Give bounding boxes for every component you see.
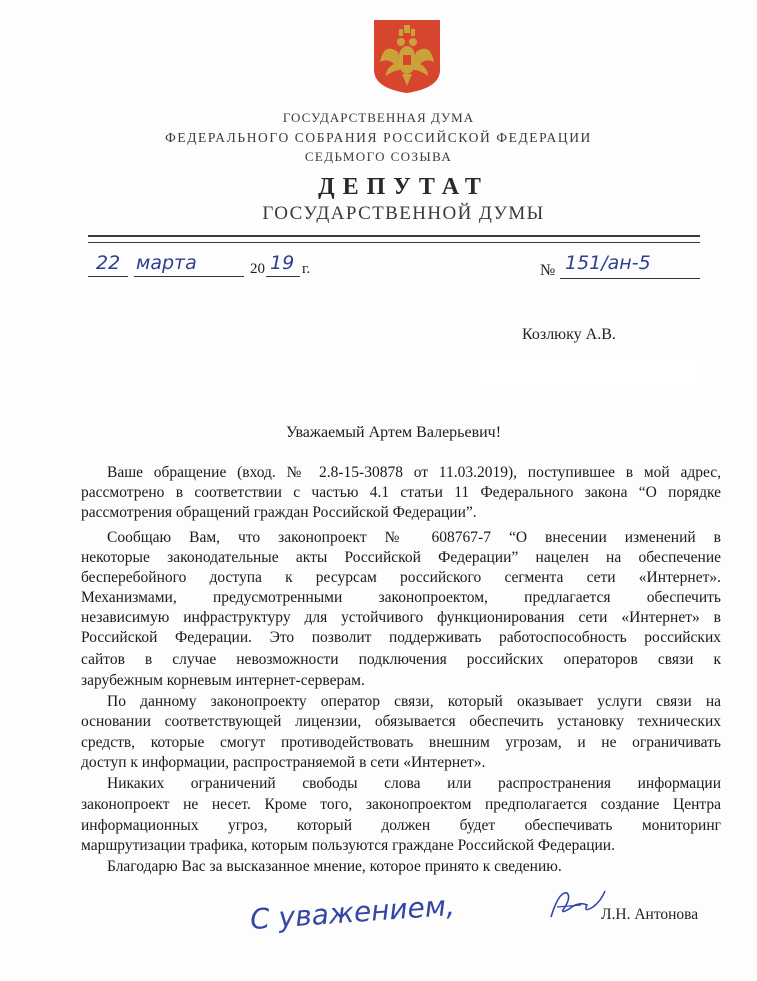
body-line: рассмотрения обращений граждан Российской Федерации”. <box>81 504 477 521</box>
body-line: Сообщаю Вам, что законопроект № 608767-7 “О внесении изменений в <box>107 529 721 546</box>
reference-underline <box>560 278 700 279</box>
date-year-underline <box>266 276 300 277</box>
body-line: зарубежным корневым интернет-серверам. <box>81 672 365 689</box>
coat-of-arms-icon <box>372 18 442 94</box>
body-line: доступ к информации, распространяемой в сети «Интернет». <box>81 754 486 771</box>
signatory-name: Л.Н. Антонова <box>601 906 699 923</box>
body-line: сайтов в случае невозможности подключения российских операторов связи к <box>81 651 721 668</box>
date-suffix: г. <box>302 261 311 277</box>
body-line: маршрутизации трафика, которым пользуются граждане Российской Федерации. <box>81 837 615 854</box>
signature-mark <box>545 885 607 925</box>
letterhead-line-2: ФЕДЕРАЛЬНОГО СОБРАНИЯ РОССИЙСКОЙ ФЕДЕРАЦИИ <box>165 130 592 145</box>
body-line: Никаких ограничений свободы слова или распространения информации <box>107 775 721 792</box>
body-line: законопроект не несет. Кроме того, законопроектом предполагается создание Центра <box>81 796 721 813</box>
body-line: основании соответствующей лицензии, обязывается обеспечить установку технических <box>81 713 721 730</box>
date-month-underline <box>134 276 244 277</box>
letterhead-line-3: СЕДЬМОГО СОЗЫВА <box>304 149 453 164</box>
reference-prefix: № <box>540 262 556 279</box>
date-year-suffix: 19 <box>270 252 295 274</box>
closing-handwritten: С уважением, <box>249 888 456 937</box>
header-rule-thick <box>88 235 700 237</box>
body-line: Российской Федерации. Это позволит поддерживать работоспособность российских <box>81 629 721 646</box>
body-line: независимую инфраструктуру для устойчивого функционирования сети «Интернет» в <box>81 609 721 626</box>
greeting: Уважаемый Артем Валерьевич! <box>285 424 502 441</box>
reference-value: 151/ан-5 <box>565 252 651 274</box>
date-month: марта <box>136 252 197 274</box>
body-line: Ваше обращение (вход. № 2.8-15-30878 от 11.03.2019), поступившее в мой адрес, <box>107 464 721 481</box>
body-line: По данному законопроекту оператор связи, который оказывает услуги связи на <box>107 693 721 710</box>
letterhead-subtitle: ГОСУДАРСТВЕННОЙ ДУМЫ <box>262 203 545 224</box>
body-line: бесперебойного доступа к ресурсам российского сегмента сети «Интернет». <box>81 569 721 586</box>
body-line: Механизмами, предусмотренными законопроектом, предлагается обеспечить <box>81 589 721 606</box>
body-line: средств, которые смогут противодействовать внешним угрозам, и не ограничивать <box>81 734 721 751</box>
letterhead-title: ДЕПУТАТ <box>318 174 489 200</box>
redacted-address <box>478 360 698 390</box>
body-line: рассмотрено в соответствии с частью 4.1 статьи 11 Федерального закона “О порядке <box>81 484 721 501</box>
date-year-prefix: 20 <box>250 261 265 277</box>
letterhead-line-1: ГОСУДАРСТВЕННАЯ ДУМА <box>282 110 475 125</box>
body-line: Благодарю Вас за высказанное мнение, которое принято к сведению. <box>107 858 562 875</box>
body-line: некоторые законодательные акты Российской Федерации” нацелен на обеспечение <box>81 549 721 566</box>
header-rule-thin <box>88 242 700 243</box>
date-day: 22 <box>96 252 121 274</box>
addressee: Козлюку А.В. <box>522 326 616 343</box>
body-line: информационных угроз, который должен будет обеспечивать мониторинг <box>81 817 721 834</box>
date-day-underline <box>88 276 128 277</box>
